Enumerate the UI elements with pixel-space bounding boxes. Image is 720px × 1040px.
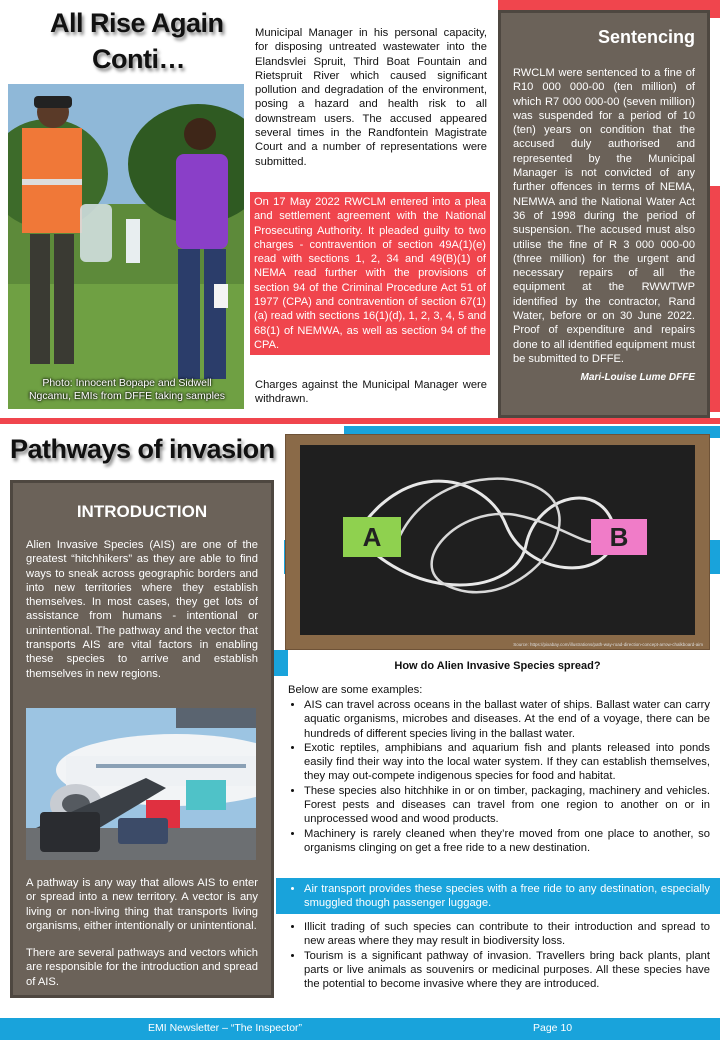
chalk-note-a-label: A xyxy=(362,521,382,552)
photo-caption: Photo: Innocent Bopape and Sidwell Ngcamu, EMIs from DFFE taking samples xyxy=(28,377,226,402)
sentencing-box xyxy=(498,10,710,418)
bullet-exotic-reptiles: • Exotic reptiles, amphibians and aquarium fish and plants released into ponds easily find their way into the local water system. If they can establish themselves, they may out-compete indigenous species for food and habitat. xyxy=(304,741,710,784)
inspectors-photo-art xyxy=(8,84,244,409)
chalk-note-b xyxy=(591,519,647,555)
bullet-air-transport: • Air transport provides these species with a free ride to any destination, especially smuggled though passenger luggage. xyxy=(304,882,710,911)
bullet-tourism: • Tourism is a significant pathway of invasion. Travellers bring back plants, plant parts or live animals as souvenirs or medicinal purposes. All these species have the potential to become invasive where they are introduced. xyxy=(304,949,710,992)
introduction-text: Alien Invasive Species (AIS) are one of the greatest “hitchhikers” as they are able to find ways to sneak across geographic borders and into new territories where they establish themselves. In most cases, they get lots of assistance from humans - intentional or unintentional. The pathway and the vector that transports AIS are vital factors in enabling these species to arrive and establish themselves in new regions. xyxy=(26,539,258,680)
chalkboard-image xyxy=(285,434,710,650)
chalk-note-b-label: B xyxy=(609,521,629,552)
bullet-ballast-water: • AIS can travel across oceans in the ballast water of ships. Ballast water can carry aquatic organisms, microbes and diseases. At the end of a voyage, there can be hundreds of different species living in the ballast water. xyxy=(304,698,710,741)
introduction-title: INTRODUCTION xyxy=(76,502,208,521)
airport-photo-art xyxy=(26,708,256,860)
bullet-timber-packaging: • These species also hitchhike in or on timber, packaging, machinery and vehicles. Forest pests and diseases can travel from one region to another on or in unprocessed wood and wood products. xyxy=(304,784,710,827)
plea-agreement-box: On 17 May 2022 RWCLM entered into a plea and settlement agreement with the National Prosecuting Authority. It pleaded guilty to two charges - contravention of section 49A(1)(e) read with sections 1, 2, 34 and 49(B)(1) of NEMA read further with the provisions of section 94 of the Criminal Procedure Act 51 of 1977 (CPA) and contravention of section 67(1)(a) read with sections 16(1)(d), 1, 2, 3, 4, 5 and 68(1) of NEMWA, as well as section 94 of the CPA. xyxy=(250,192,490,355)
article-title-line2: Conti… xyxy=(92,44,185,74)
section-title: Pathways of invasion xyxy=(10,434,275,464)
pathway-definition: A pathway is any way that allows AIS to enter or spread into a new territory. A vector is any living or non-living thing that transports living organisms, either intentionally or unintentional. xyxy=(26,877,258,932)
sentencing-author: Mari-Louise Lume DFFE xyxy=(580,372,695,384)
airport-luggage-photo xyxy=(26,708,256,860)
footer-newsletter: EMI Newsletter – “The Inspector” xyxy=(148,1022,303,1034)
several-pathways-text: There are several pathways and vectors which are responsible for the introduction and spread of AIS. xyxy=(26,947,258,988)
bullet-machinery: • Machinery is rarely cleaned when they’re moved from one place to another, so organisms clinging on get a free ride to a new destination. xyxy=(304,827,710,856)
sentencing-text: RWCLM were sentenced to a fine of R10 000 000-00 (ten million) of which R7 000 000-00 (seven million) was suspended for a period of 10 (ten) years on condition that the accused duly authorised and represented by the Municipal Manager is not convicted of any further offences in terms of NEMA, NEMWA and the National Water Act 36 of 1998 during the period of suspension. The accused must also utilise the fine of R 3 000 000-00 (three million) for the urgent and necessary repairs of all the equipment at the RWWTWP identified by the contractor, Rand Water, before or on 30 June 2022. Proof of expenditure and repairs done to all identified equipment must be submitted to DFFE. xyxy=(513,67,695,365)
footer-bar xyxy=(0,1018,720,1040)
spread-bullet-list-2 xyxy=(288,920,714,991)
air-transport-list xyxy=(288,882,714,911)
examples-lead: Below are some examples: xyxy=(288,684,423,696)
bullet-illicit-trading: • Illicit trading of such species can contribute to their introduction and spread to new areas where they may result in biodiversity loss. xyxy=(304,920,710,949)
article-paragraph-1: Municipal Manager in his personal capacity, for disposing untreated wastewater into the Elandsvlei Spruit, Third Boat Fountain and Rietspruit River which caused significant pollution and degradation of the environment, posing a hazard and health risk to all downstream users. The accused appeared several times in the Randfontein Magistrate Court and a number of representations were submitted. xyxy=(255,27,487,168)
image-source: Source: https://pixabay.com/illustrations/path-way-road-direction-concept-arrow-chalkboard-aim xyxy=(513,642,703,647)
spread-question: How do Alien Invasive Species spread? xyxy=(394,660,601,672)
sentencing-title: Sentencing xyxy=(597,27,695,47)
spread-bullet-list xyxy=(288,698,714,855)
article-paragraph-2: Charges against the Municipal Manager were withdrawn. xyxy=(255,379,487,406)
article-title-line1: All Rise Again xyxy=(50,8,224,38)
inspectors-photo xyxy=(8,84,244,409)
chalk-note-a xyxy=(343,517,401,557)
divider-red-line xyxy=(0,418,720,424)
footer-page-number: Page 10 xyxy=(533,1022,573,1034)
